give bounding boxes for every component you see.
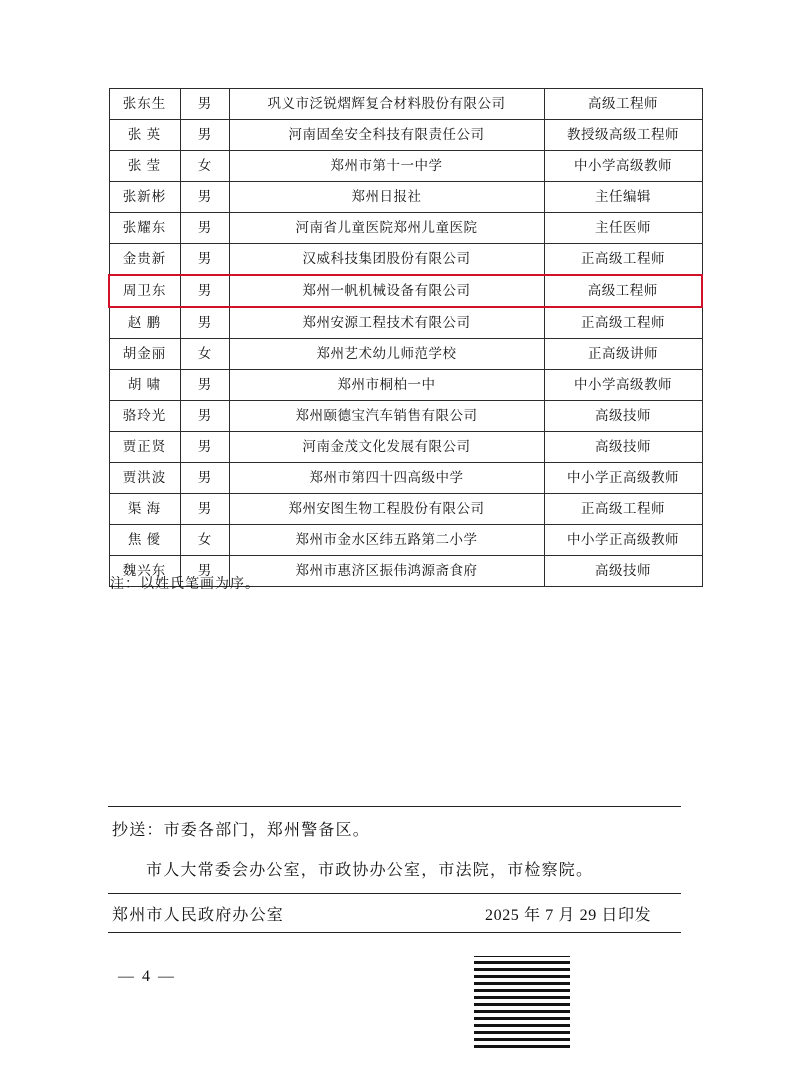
cell-title: 高级工程师: [544, 275, 702, 307]
cell-gender: 男: [180, 275, 229, 307]
cell-gender: 男: [180, 370, 229, 401]
cell-title: 教授级高级工程师: [544, 120, 702, 151]
table-row: [109, 494, 702, 525]
table-row: [109, 307, 702, 339]
table-row: [109, 370, 702, 401]
table-row-highlighted: [109, 275, 702, 307]
cell-organization: 郑州市第四十四高级中学: [229, 463, 544, 494]
cell-title: 主任医师: [544, 213, 702, 244]
table-row: [109, 432, 702, 463]
cell-gender: 男: [180, 556, 229, 587]
table-row: [109, 463, 702, 494]
cell-name: 赵 鹏: [109, 307, 180, 339]
cell-gender: 女: [180, 339, 229, 370]
qr-code-icon: [474, 956, 570, 1052]
cell-gender: 男: [180, 307, 229, 339]
cell-gender: 男: [180, 401, 229, 432]
cell-gender: 男: [180, 213, 229, 244]
table-row: [109, 244, 702, 276]
cell-organization: 郑州日报社: [229, 182, 544, 213]
cell-gender: 男: [180, 432, 229, 463]
cell-title: 高级技师: [544, 556, 702, 587]
cc-line-primary: 抄送：市委各部门，郑州警备区。: [112, 822, 371, 839]
cell-organization: 郑州一帆机械设备有限公司: [229, 275, 544, 307]
issue-date: 2025 年 7 月 29 日印发: [485, 907, 652, 924]
cell-name: 金贵新: [109, 244, 180, 276]
table-row: [109, 182, 702, 213]
cell-gender: 男: [180, 494, 229, 525]
cell-name: 魏兴东: [109, 556, 180, 587]
cell-title: 高级工程师: [544, 89, 702, 120]
table-row: [109, 401, 702, 432]
footer-divider-top: [108, 806, 681, 807]
table-row: [109, 151, 702, 182]
cell-organization: 郑州市惠济区振伟鸿源斋食府: [229, 556, 544, 587]
cell-name: 张 莹: [109, 151, 180, 182]
issuing-office: 郑州市人民政府办公室: [112, 907, 285, 924]
cell-name: 贾正贤: [109, 432, 180, 463]
cell-gender: 男: [180, 89, 229, 120]
cell-title: 中小学正高级教师: [544, 463, 702, 494]
cell-organization: 郑州安图生物工程股份有限公司: [229, 494, 544, 525]
table-row: [109, 120, 702, 151]
cell-organization: 巩义市泛锐熠辉复合材料股份有限公司: [229, 89, 544, 120]
cell-organization: 汉威科技集团股份有限公司: [229, 244, 544, 276]
cell-gender: 男: [180, 244, 229, 276]
table-row: [109, 213, 702, 244]
cell-title: 正高级讲师: [544, 339, 702, 370]
cell-organization: 河南固垒安全科技有限责任公司: [229, 120, 544, 151]
table-row: [109, 339, 702, 370]
table-row: [109, 89, 702, 120]
cell-title: 正高级工程师: [544, 307, 702, 339]
cell-name: 胡金丽: [109, 339, 180, 370]
cell-gender: 女: [180, 151, 229, 182]
cell-name: 焦 僾: [109, 525, 180, 556]
roster-table-body: [109, 89, 702, 587]
cell-organization: 郑州安源工程技术有限公司: [229, 307, 544, 339]
cell-name: 张新彬: [109, 182, 180, 213]
page-number: — 4 —: [118, 968, 176, 985]
cell-name: 胡 啸: [109, 370, 180, 401]
cell-organization: 河南金茂文化发展有限公司: [229, 432, 544, 463]
footer-divider-middle: [108, 893, 681, 894]
cell-title: 高级技师: [544, 401, 702, 432]
table-note: 注：以姓氏笔画为序。: [110, 577, 260, 592]
cell-gender: 男: [180, 182, 229, 213]
cell-organization: 郑州市第十一中学: [229, 151, 544, 182]
cell-gender: 男: [180, 120, 229, 151]
cell-title: 正高级工程师: [544, 494, 702, 525]
cell-name: 骆玲光: [109, 401, 180, 432]
cell-title: 正高级工程师: [544, 244, 702, 276]
footer-divider-bottom: [108, 932, 681, 933]
cell-title: 主任编辑: [544, 182, 702, 213]
cell-name: 渠 海: [109, 494, 180, 525]
cc-line-secondary: 市人大常委会办公室，市政协办公室，市法院，市检察院。: [146, 862, 594, 879]
cell-name: 贾洪波: [109, 463, 180, 494]
cell-organization: 郑州艺术幼儿师范学校: [229, 339, 544, 370]
roster-table-container: [108, 88, 681, 587]
cell-organization: 郑州市桐柏一中: [229, 370, 544, 401]
table-row: [109, 525, 702, 556]
cell-title: 中小学高级教师: [544, 151, 702, 182]
roster-table: [108, 88, 703, 587]
cell-title: 中小学高级教师: [544, 370, 702, 401]
cell-gender: 男: [180, 463, 229, 494]
cell-organization: 郑州颐德宝汽车销售有限公司: [229, 401, 544, 432]
cell-name: 张东生: [109, 89, 180, 120]
cell-name: 张耀东: [109, 213, 180, 244]
cell-title: 中小学正高级教师: [544, 525, 702, 556]
cell-organization: 郑州市金水区纬五路第二小学: [229, 525, 544, 556]
cell-organization: 河南省儿童医院郑州儿童医院: [229, 213, 544, 244]
cell-gender: 女: [180, 525, 229, 556]
cell-name: 周卫东: [109, 275, 180, 307]
cell-name: 张 英: [109, 120, 180, 151]
cell-title: 高级技师: [544, 432, 702, 463]
